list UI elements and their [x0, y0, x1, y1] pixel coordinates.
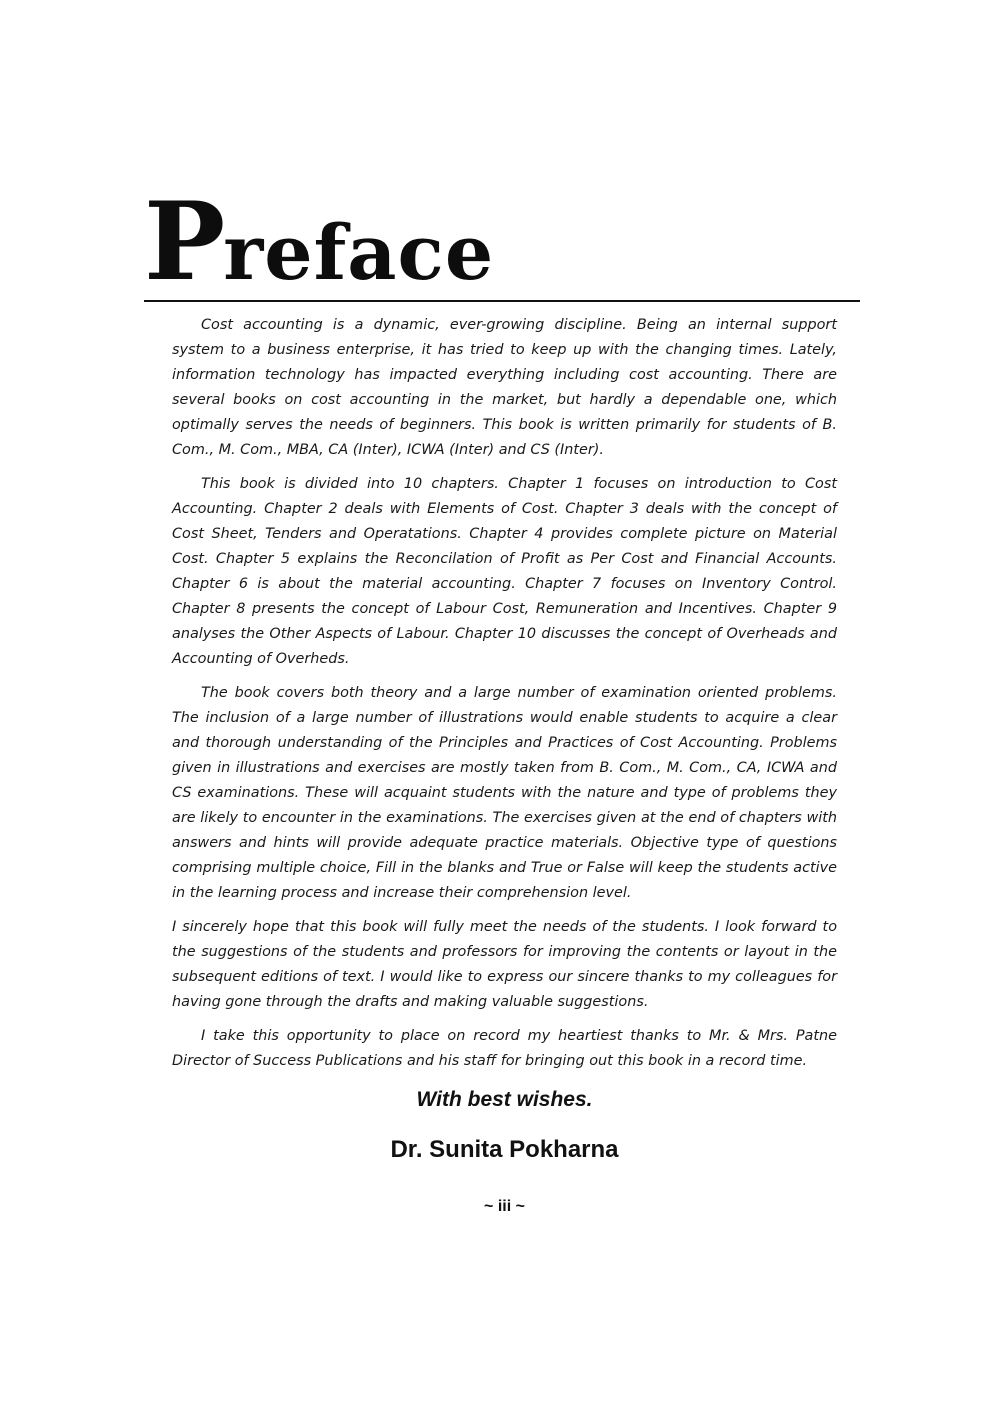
preface-heading — [144, 179, 860, 305]
paragraph-chapters: This book is divided into 10 chapters. Chapter 1 focuses on introduction to Cost Accounting. Chapter 2 deals with Elements of Cost. Chapter 3 deals with the concept of Cost Sheet, Tenders and Operatations. Chapter 4 provides complete picture on Material Cost. Chapter 5 explains the Reconcilation of Profit as Per Cost and Financial Accounts. Chapter 6 is about the material accounting. Chapter 7 focuses on Inventory Control. Chapter 8 presents the concept of Labour Cost, Remuneration and Incentives. Chapter 9 analyses the Other Aspects of Labour. Chapter 10 discusses the concept of Overheads and Accounting of Overheds. — [172, 476, 837, 667]
paragraph-intro: Cost accounting is a dynamic, ever-growing discipline. Being an internal support system to a business enterprise, it has tried to keep up with the changing times. Lately, information technology has impacted everything including cost accounting. There are several books on cost accounting in the market, but hardly a dependable one, which optimally serves the needs of beginners. This book is written primarily for students of B. Com., M. Com., MBA, CA (Inter), ICWA (Inter) and CS (Inter). — [172, 317, 837, 458]
preface-title-initial: P — [144, 179, 224, 305]
paragraph-thanks: I take this opportunity to place on record my heartiest thanks to Mr. & Mrs. Patne Director of Success Publications and his staff for bringing out this book in a record time. — [172, 1028, 837, 1069]
paragraph-hope: I sincerely hope that this book will fully meet the needs of the students. I look forward to the suggestions of the students and professors for improving the contents or layout in the subsequent editions of text. I would like to express our sincere thanks to my colleagues for having gone through the drafts and making valuable suggestions. — [172, 919, 837, 1010]
page-number: ~ iii ~ — [484, 1198, 525, 1215]
author-name: Dr. Sunita Pokharna — [390, 1136, 619, 1163]
preface-title — [144, 179, 495, 305]
preface-title-rest: reface — [223, 208, 495, 297]
preface-body — [172, 313, 837, 1083]
closing-wishes: With best wishes. — [416, 1088, 593, 1111]
paragraph-coverage: The book covers both theory and a large number of examination oriented problems. The inclusion of a large number of illustrations would enable students to acquire a clear and thorough understanding of the Principles and Practices of Cost Accounting. Problems given in illustrations and exercises are mostly taken from B. Com., M. Com., CA, ICWA and CS examinations. These will acquaint students with the nature and type of problems they are likely to encounter in the examinations. The exercises given at the end of chapters with answers and hints will provide adequate practice materials. Objective type of questions comprising multiple choice, Fill in the blanks and True or False will keep the students active in the learning process and increase their comprehension level. — [172, 685, 837, 901]
